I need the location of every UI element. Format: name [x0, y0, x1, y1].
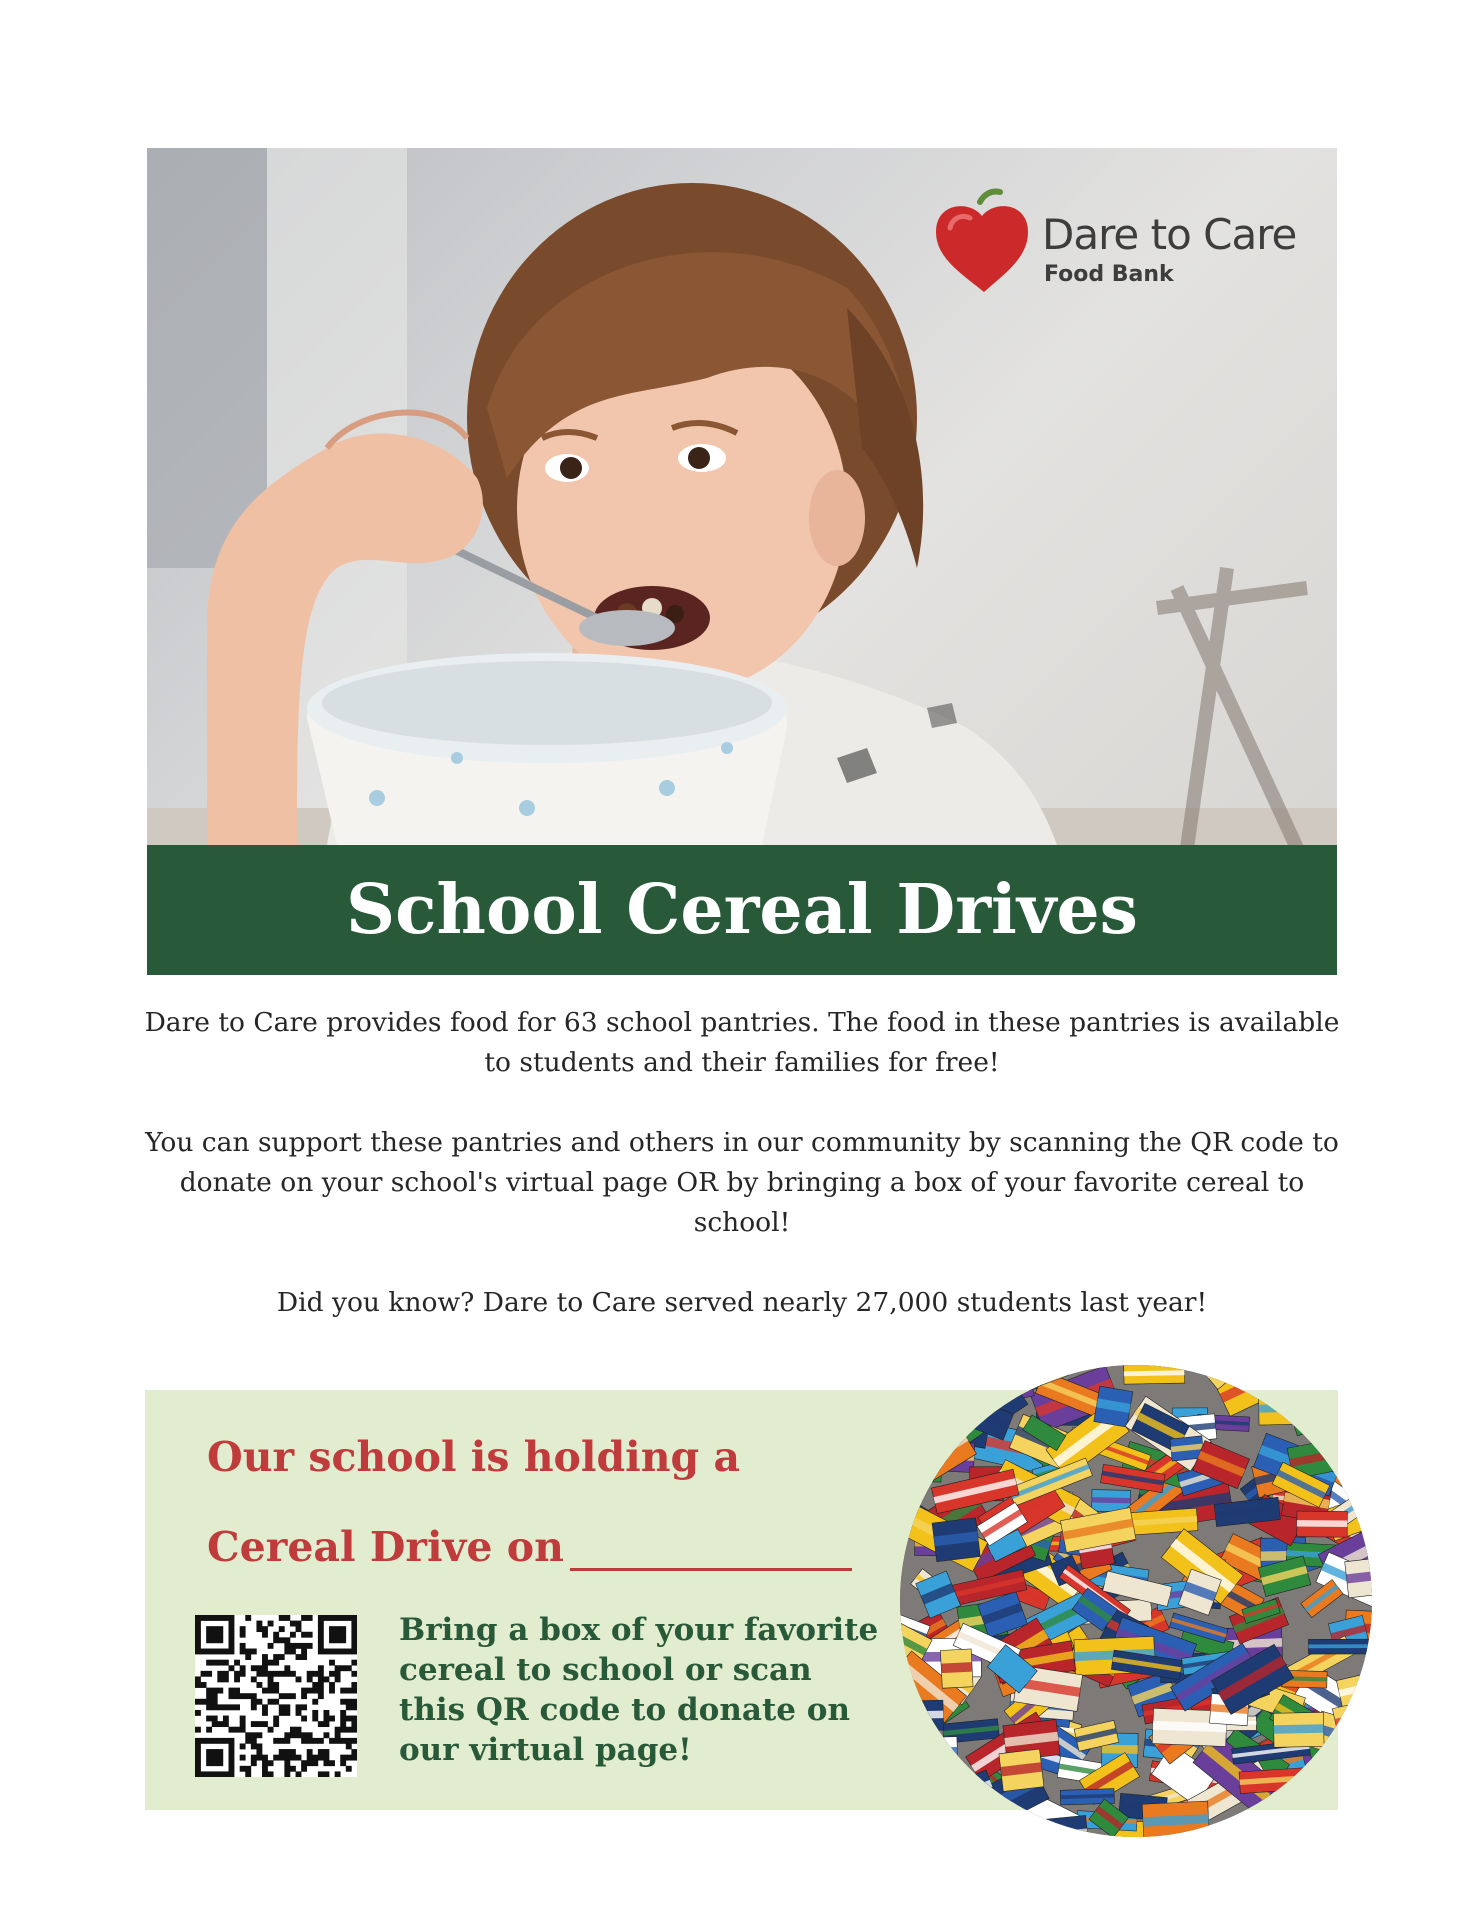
cereal-boxes-illustration — [900, 1365, 1372, 1837]
drive-instructions: Bring a box of your favorite cereal to school or scan this QR code to donate on our virtual page! — [399, 1612, 879, 1768]
apple-heart-icon — [932, 188, 1032, 298]
date-blank-line — [570, 1568, 852, 1571]
title-banner — [147, 845, 1337, 975]
qr-code-graphic — [195, 1615, 357, 1777]
intro-paragraph-2: You can support these pantries and others in our community by scanning the QR code to donate on your school's virtual page OR by bringing a box of your favorite cereal to school! — [145, 1127, 1339, 1238]
page-title: School Cereal Drives — [346, 870, 1138, 950]
logo-subtitle: Food Bank — [1044, 262, 1174, 287]
logo-name: Dare to Care — [1042, 210, 1297, 259]
qr-code-icon[interactable] — [195, 1615, 357, 1777]
hero-photo — [147, 148, 1337, 845]
intro-paragraph-1: Dare to Care provides food for 63 school pantries. The food in these pantries is available to students and their families for free! — [144, 1007, 1340, 1078]
cereal-boxes-photo — [900, 1365, 1372, 1837]
intro-paragraph-3: Did you know? Dare to Care served nearly 27,000 students last year! — [276, 1287, 1208, 1318]
drive-heading-line-1: Our school is holding a — [207, 1433, 741, 1481]
dare-to-care-logo — [932, 188, 1332, 298]
drive-heading-line-2: Cereal Drive on — [207, 1523, 564, 1571]
intro-text — [140, 1003, 1344, 1363]
